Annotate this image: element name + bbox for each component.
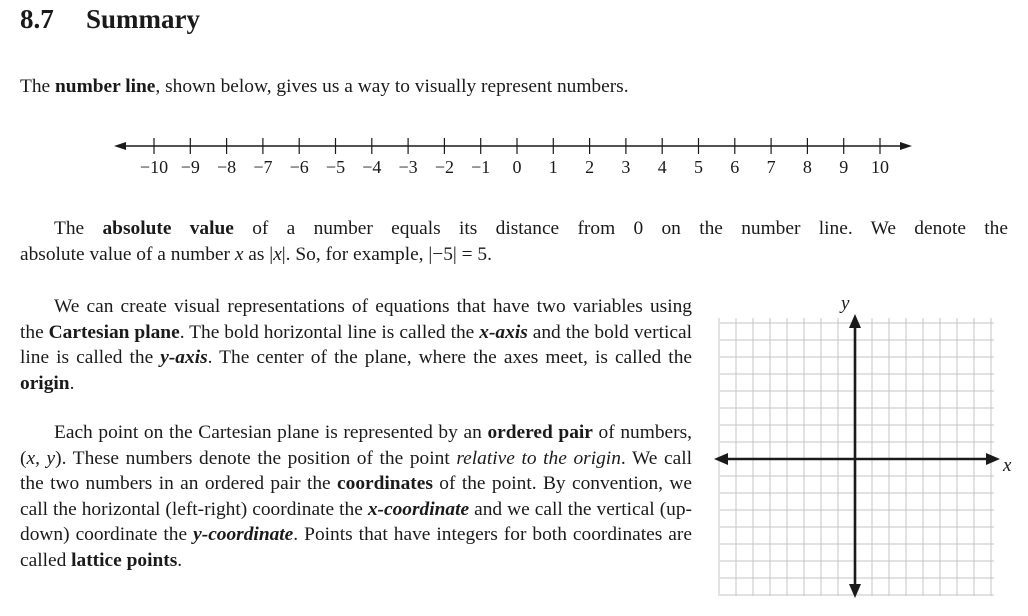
number-line-tick-label: −6 xyxy=(289,157,309,177)
number-line-intro: The number line, shown below, gives us a way to visually represent numbers. xyxy=(20,76,629,97)
number-line-tick-label: 3 xyxy=(621,157,631,177)
term-x-axis: x-axis xyxy=(479,321,528,343)
number-line-tick-label: 10 xyxy=(871,157,889,177)
number-line-left-arrow xyxy=(114,142,126,150)
relative-to-origin-phrase: relative to the origin xyxy=(456,447,621,469)
number-line-tick-label: 7 xyxy=(766,157,776,177)
number-line-figure xyxy=(110,126,920,182)
absolute-value-paragraph: The absolute value of a number equals its distance from 0 on the number line. We denote the absolute value of a number x as |x|. So, for example, |−5| = 5. xyxy=(20,218,1008,265)
number-line-tick-label: 6 xyxy=(730,157,740,177)
term-number-line: number line xyxy=(55,76,156,97)
term-lattice-points: lattice points xyxy=(71,549,178,571)
number-line-tick-label: 1 xyxy=(548,157,558,177)
x-axis-right-arrow xyxy=(986,453,1000,465)
number-line-tick-label: 2 xyxy=(585,157,595,177)
y-axis-top-arrow xyxy=(849,314,861,328)
term-y-coordinate: y-coordinate xyxy=(193,524,294,545)
term-ordered-pair: ordered pair xyxy=(487,422,593,443)
number-line-tick-label: −1 xyxy=(471,157,491,177)
section-heading xyxy=(20,4,200,35)
number-line-tick-label: 9 xyxy=(839,157,849,177)
x-axis-left-arrow xyxy=(714,453,728,465)
number-line-tick-label: −7 xyxy=(253,157,273,177)
cartesian-plane-paragraph: We can create visual representations of equations that have two variables using the Cartesian plane. The bold horizontal line is called the x-axis and the bold vertical line is called the y-axis. The center of the plane, where the axes meet, is called the origin. xyxy=(20,296,692,394)
number-line-tick-label: −5 xyxy=(325,157,346,177)
ordered-pair-paragraph: Each point on the Cartesian plane is represented by an ordered pair of numbers, (x, y). These numbers denote the position of the point relative to the origin. We call the two numbers in an ordered pair the coordinates of the point. By convention, we call the horizontal (left-right) coordinate the x-coordinate and we call the vertical (up-down) coordinate the y-coordinate. Points that have integers for both coordinates are called lattice points. xyxy=(20,422,692,571)
number-line-tick-label: −10 xyxy=(139,157,169,177)
y-axis-bottom-arrow xyxy=(849,584,861,598)
number-line-tick-label: 0 xyxy=(512,157,522,177)
term-coordinates: coordinates xyxy=(337,473,433,494)
number-line-tick-label: −8 xyxy=(217,157,237,177)
term-y-axis: y-axis xyxy=(160,347,208,368)
number-line-tick-label: 4 xyxy=(657,157,667,177)
y-axis-label: y xyxy=(841,293,850,314)
cartesian-plane-figure xyxy=(712,290,1012,606)
number-line-tick-label: −9 xyxy=(180,157,200,177)
term-origin: origin xyxy=(20,372,70,394)
number-line-tick-label: 5 xyxy=(694,157,703,177)
x-axis-label: x xyxy=(1003,455,1012,476)
term-absolute-value: absolute value xyxy=(102,218,234,239)
number-line-tick-label: 8 xyxy=(802,157,812,177)
term-x-coordinate: x-coordinate xyxy=(367,498,470,520)
number-line-right-arrow xyxy=(900,142,912,150)
section-title: Summary xyxy=(86,4,200,34)
number-line-tick-label: −2 xyxy=(434,157,454,177)
section-number: 8.7 xyxy=(20,4,54,34)
number-line-tick-label: −4 xyxy=(362,157,382,177)
number-line-tick-label: −3 xyxy=(398,157,418,177)
term-cartesian-plane: Cartesian plane xyxy=(48,321,180,343)
